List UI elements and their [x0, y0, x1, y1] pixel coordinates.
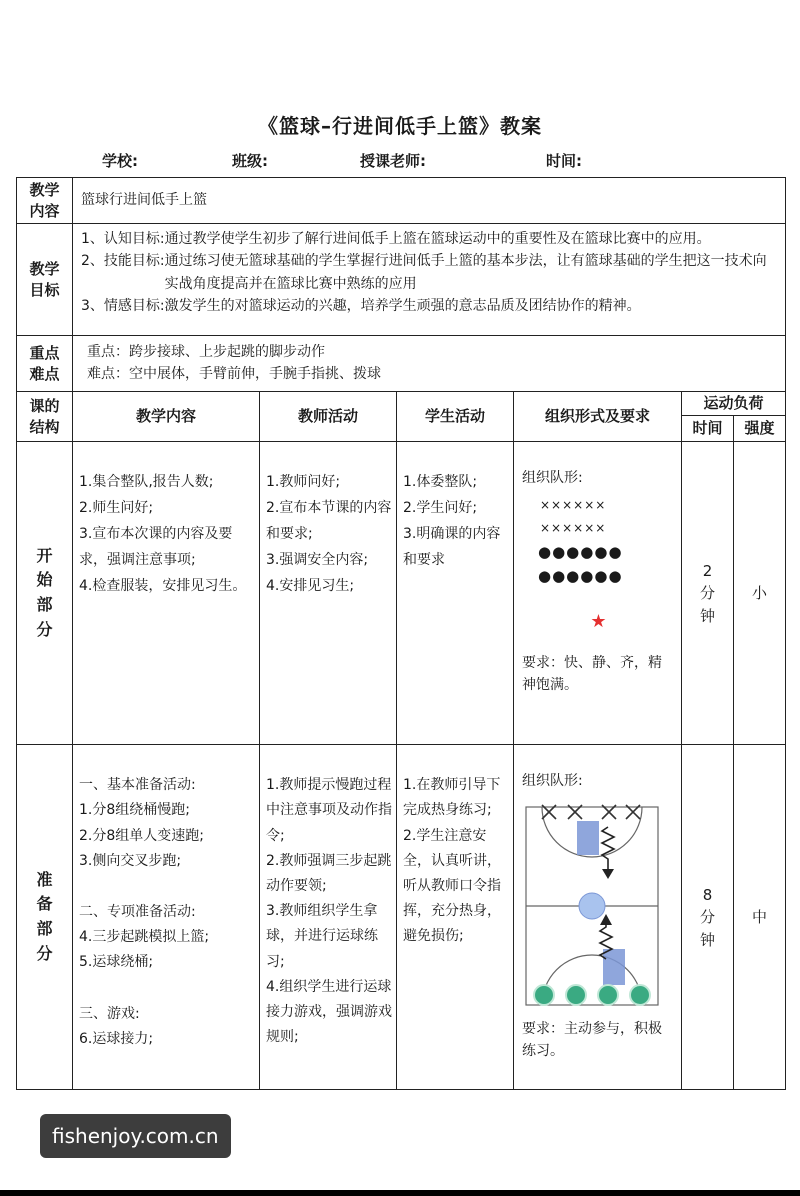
- formation-row: ××××××: [540, 497, 607, 512]
- formation-row: ●●●●●●: [538, 542, 623, 561]
- keypoints-text: [73, 336, 786, 392]
- time-header: 时间: [682, 416, 734, 442]
- content-text: 篮球行进间低手上篮: [73, 178, 786, 224]
- list-item: 1.体委整队;: [403, 474, 478, 491]
- list-item: 1.集合整队,报告人数;: [79, 474, 214, 491]
- teacher-star-icon: ★: [590, 610, 607, 632]
- bottom-arc: [542, 955, 642, 1005]
- key-point: 重点：跨步接球、上步起跳的脚步动作: [87, 343, 325, 360]
- prep-section-row: [17, 745, 786, 1090]
- key-area-top: [577, 821, 599, 855]
- content-label: 教学 内容: [17, 178, 73, 224]
- start-intensity: 小: [734, 442, 786, 745]
- start-time: 2 分 钟: [682, 442, 734, 745]
- basketball-court-diagram: [522, 801, 662, 1011]
- start-teacher-activity: [260, 442, 397, 745]
- meta-class: 班级:: [232, 152, 268, 170]
- list-item: 2.教师强调三步起跳动作要领;: [266, 852, 392, 894]
- load-header: 运动负荷: [682, 392, 786, 416]
- list-item: 4.三步起跳模拟上篮;: [79, 929, 210, 946]
- prep-teacher-activity: [260, 745, 397, 1090]
- list-item: 2.宣布本节课的内容和要求;: [266, 500, 392, 543]
- list-item: 2.师生问好;: [79, 500, 154, 517]
- prep-organization: [514, 745, 682, 1090]
- goals-label: 教学 目标: [17, 224, 73, 336]
- org-title: 组织队形:: [522, 470, 583, 487]
- list-item: 3.教师组织学生拿球，并进行运球练习;: [266, 903, 378, 970]
- player-markers: [534, 985, 650, 1005]
- start-requirement: 要求：快、静、齐，精神饱满。: [522, 655, 662, 694]
- arrow-down-icon: [602, 869, 614, 879]
- prep-content: [73, 745, 260, 1090]
- list-item: 4.组织学生进行运球接力游戏，强调游戏规则;: [266, 978, 392, 1046]
- list-item: 3.侧向交叉步跑;: [79, 852, 182, 869]
- list-item: 4.安排见习生;: [266, 577, 355, 594]
- content-header: 教学内容: [73, 392, 260, 442]
- list-item: 6.运球接力;: [79, 1030, 154, 1047]
- formation-row: ××××××: [540, 520, 607, 535]
- start-section-row: [17, 442, 786, 745]
- keypoints-row: [17, 336, 786, 392]
- list-item: 2.学生问好;: [403, 500, 478, 517]
- spacer: [79, 874, 255, 900]
- goals-row: [17, 224, 786, 336]
- formation-row: ●●●●●●: [538, 566, 623, 585]
- goal-emotion: 3、情感目标: 激发学生的对篮球运动的兴趣，培养学生顽强的意志品质及团结协作的精神。: [81, 298, 641, 315]
- list-item: 3.宣布本次课的内容及要求，强调注意事项;: [79, 526, 233, 568]
- content-row: [17, 178, 786, 224]
- meta-time: 时间:: [546, 152, 582, 170]
- prep-time: 8 分 钟: [682, 745, 734, 1090]
- list-item: 2.学生注意安全，认真听讲，听从教师口令指挥，充分热身，避免损伤;: [403, 827, 501, 945]
- prep-requirement: 要求：主动参与，积极练习。: [522, 1020, 662, 1059]
- start-student-activity: [397, 442, 514, 745]
- meta-teacher: 授课老师:: [360, 152, 426, 170]
- list-item: 4.检查服装，安排见习生。: [79, 577, 247, 594]
- prep-section-label: 准 备 部 分: [17, 745, 73, 1090]
- goal-cognitive: 1、认知目标: 通过教学使学生初步了解行进间低手上篮在篮球运动中的重要性及在篮球比赛中的应用。: [81, 231, 711, 247]
- list-item: 二、专项准备活动:: [79, 904, 196, 920]
- watermark-badge: fishenjoy.com.cn: [40, 1114, 231, 1158]
- prep-intensity: 中: [734, 745, 786, 1090]
- header-row: [17, 392, 786, 416]
- list-item: 1.教师提示慢跑过程中注意事项及动作指令;: [266, 777, 392, 844]
- structure-header: 课的 结构: [17, 392, 73, 442]
- goal-skill: 2、技能目标: 通过练习使无篮球基础的学生掌握行进间低手上篮的基本步法，让有篮球基础的学生把这一技术向实战角度提高并在篮球比赛中熟练的应用: [81, 253, 767, 292]
- list-item: 1.在教师引导下完成热身练习;: [403, 777, 501, 819]
- lesson-plan-table: [16, 177, 786, 1090]
- keypoints-label: 重点 难点: [17, 336, 73, 392]
- bottom-edge-bar: [0, 1190, 800, 1196]
- teacher-header: 教师活动: [260, 392, 397, 442]
- spacer: [79, 976, 255, 1002]
- org-header: 组织形式及要求: [514, 392, 682, 442]
- org-title: 组织队形:: [522, 773, 583, 790]
- center-circle: [579, 893, 605, 919]
- arrow-up-icon: [600, 914, 612, 925]
- list-item: 1.分8组绕桶慢跑;: [79, 802, 190, 819]
- student-header: 学生活动: [397, 392, 514, 442]
- prep-student-activity: [397, 745, 514, 1090]
- list-item: 三、游戏:: [79, 1005, 140, 1022]
- list-item: 一、基本准备活动:: [79, 777, 196, 794]
- key-area-bottom: [603, 949, 625, 985]
- start-section-label: 开 始 部 分: [17, 442, 73, 745]
- list-item: 5.运球绕桶;: [79, 954, 154, 971]
- document-title: 《篮球–行进间低手上篮》教案: [258, 114, 542, 138]
- difficult-point: 难点：空中展体，手臂前伸，手腕手指挑、拨球: [87, 365, 381, 382]
- list-item: 1.教师问好;: [266, 474, 341, 491]
- list-item: 3.强调安全内容;: [266, 551, 369, 568]
- list-item: 2.分8组单人变速跑;: [79, 827, 204, 844]
- intensity-header: 强度: [734, 416, 786, 442]
- zigzag-path-top: [602, 827, 614, 869]
- start-content: [73, 442, 260, 745]
- goals-text: [73, 224, 786, 336]
- list-item: 3.明确课的内容和要求: [403, 526, 501, 568]
- meta-school: 学校:: [102, 152, 138, 170]
- start-organization: [514, 442, 682, 745]
